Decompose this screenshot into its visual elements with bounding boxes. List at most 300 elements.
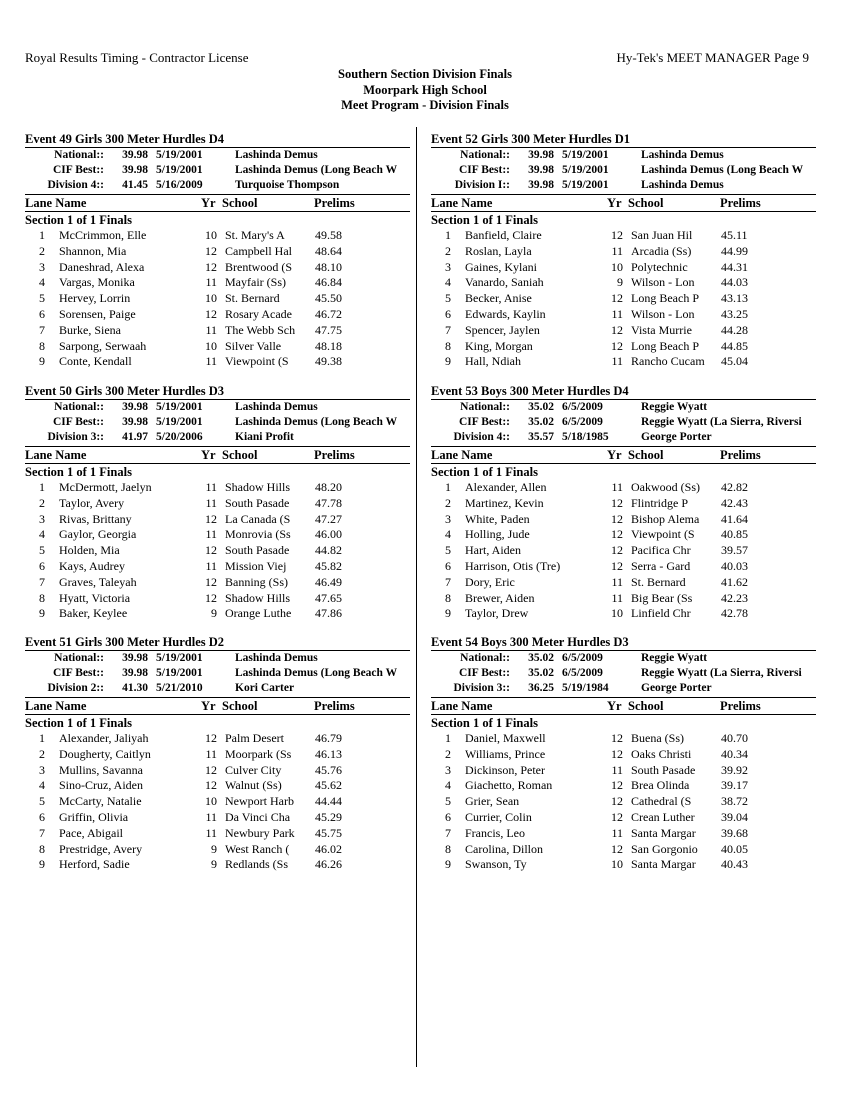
entry-school: Oakwood (Ss) [631, 480, 700, 494]
entry-name: McDermott, Jaelyn [59, 480, 152, 494]
entry-lane: 2 [445, 495, 451, 510]
entry-yr: 12 [611, 511, 623, 526]
entry-row [25, 591, 410, 607]
entry-lane: 5 [39, 543, 45, 558]
entry-yr: 10 [205, 291, 217, 306]
event-block [431, 383, 816, 622]
entry-row [25, 496, 410, 512]
entry-name: Sarpong, Serwaah [59, 338, 147, 353]
entry-name: Currier, Colin [465, 809, 532, 824]
record-label: Division 4:: [47, 179, 104, 191]
entry-name: Prestridge, Avery [59, 841, 143, 856]
record-time: 39.98 [528, 149, 554, 161]
entry-name: Becker, Anise [465, 291, 532, 306]
event-title: Event 51 Girls 300 Meter Hurdles D2 [25, 634, 410, 651]
entry-yr: 11 [205, 480, 217, 494]
record-row [431, 163, 816, 178]
entry-school: St. Mary's A [225, 228, 285, 242]
entry-name: Williams, Prince [465, 746, 546, 761]
record-time: 41.45 [122, 179, 148, 191]
record-label: National:: [54, 652, 104, 664]
entry-prelims: 40.70 [721, 731, 748, 745]
entry-prelims: 47.65 [315, 590, 342, 605]
entry-name: Hervey, Lorrin [59, 291, 131, 306]
column-prelims: Prelims [720, 196, 761, 210]
record-holder: Lashinda Demus (Long Beach W [235, 164, 398, 176]
entry-prelims: 39.92 [721, 762, 748, 777]
entry-name: Sorensen, Paige [59, 306, 136, 321]
entry-lane: 5 [39, 291, 45, 306]
entry-school: Flintridge P [631, 495, 689, 510]
column-header [25, 447, 410, 464]
entry-row [431, 591, 816, 607]
entry-yr: 12 [205, 762, 217, 777]
event-title: Event 52 Girls 300 Meter Hurdles D1 [431, 131, 816, 148]
entry-school: Orange Luthe [225, 606, 292, 621]
entry-row [431, 794, 816, 810]
entry-row [25, 275, 410, 291]
event-block [25, 383, 410, 622]
entry-prelims: 48.64 [315, 243, 342, 258]
record-time: 39.98 [528, 164, 554, 176]
entry-yr: 12 [611, 841, 623, 856]
entry-school: South Pasade [225, 495, 290, 510]
record-date: 5/19/2001 [562, 164, 609, 176]
record-row [431, 681, 816, 696]
column-yr: Yr [607, 448, 622, 462]
entry-prelims: 47.27 [315, 511, 342, 526]
entry-prelims: 43.13 [721, 291, 748, 306]
record-time: 35.02 [528, 416, 554, 428]
entry-prelims: 40.34 [721, 746, 748, 761]
record-holder: Lashinda Demus [641, 149, 724, 161]
entry-lane: 7 [39, 574, 45, 589]
record-row [431, 430, 816, 445]
record-time: 39.98 [122, 667, 148, 679]
column-school: School [628, 196, 664, 210]
record-label: CIF Best:: [53, 164, 104, 176]
entry-prelims: 46.49 [315, 574, 342, 589]
entry-yr: 12 [611, 794, 623, 809]
entry-name: Spencer, Jaylen [465, 322, 540, 337]
entry-prelims: 49.58 [315, 228, 342, 242]
record-date: 5/19/1984 [562, 682, 609, 694]
entry-lane: 8 [445, 338, 451, 353]
entry-school: Long Beach P [631, 291, 699, 306]
entry-school: Da Vinci Cha [225, 809, 291, 824]
entry-prelims: 44.99 [721, 243, 748, 258]
entry-prelims: 45.82 [315, 558, 342, 573]
record-label: Division 3:: [47, 431, 104, 443]
column-school: School [628, 699, 664, 713]
entry-name: Sino-Cruz, Aiden [59, 778, 143, 793]
entry-prelims: 46.79 [315, 731, 342, 745]
entry-yr: 11 [205, 558, 217, 573]
entry-lane: 9 [39, 354, 45, 369]
entry-lane: 1 [39, 228, 45, 242]
entry-name: Roslan, Layla [465, 243, 532, 258]
section-heading: Section 1 of 1 Finals [431, 716, 538, 730]
column-lane-name: Lane Name [431, 196, 493, 210]
entry-yr: 9 [211, 606, 217, 621]
entry-lane: 3 [445, 259, 451, 274]
record-date: 5/19/2001 [562, 149, 609, 161]
entry-yr: 10 [611, 857, 623, 872]
entry-prelims: 46.26 [315, 857, 342, 872]
entry-row [431, 857, 816, 873]
entry-prelims: 39.04 [721, 809, 748, 824]
header-right-text: Hy-Tek's MEET MANAGER Page 9 [616, 50, 809, 65]
entry-school: Linfield Chr [631, 606, 691, 621]
record-time: 35.02 [528, 652, 554, 664]
entry-school: Cathedral (S [631, 794, 692, 809]
column-prelims: Prelims [314, 196, 355, 210]
entry-school: Big Bear (Ss [631, 590, 693, 605]
entry-school: Arcadia (Ss) [631, 243, 692, 258]
entry-prelims: 40.85 [721, 527, 748, 542]
entry-row [25, 747, 410, 763]
entry-yr: 10 [205, 794, 217, 809]
entry-school: Newport Harb [225, 794, 294, 809]
entry-school: Shadow Hills [225, 480, 291, 494]
entry-school: Campbell Hal [225, 243, 292, 258]
column-prelims: Prelims [314, 448, 355, 462]
entry-name: Francis, Leo [465, 825, 525, 840]
record-date: 5/16/2009 [156, 179, 203, 191]
records-block [431, 400, 816, 447]
entry-name: Hart, Aiden [465, 543, 521, 558]
entry-lane: 9 [445, 606, 451, 621]
entry-name: Carolina, Dillon [465, 841, 543, 856]
record-time: 41.30 [122, 682, 148, 694]
entry-name: Brewer, Aiden [465, 590, 535, 605]
entry-lane: 1 [445, 731, 451, 745]
record-label: National:: [54, 149, 104, 161]
record-holder: Lashinda Demus [235, 149, 318, 161]
entry-prelims: 45.11 [721, 228, 748, 242]
entry-yr: 10 [205, 338, 217, 353]
entry-school: Viewpoint (S [631, 527, 695, 542]
entry-name: Shannon, Mia [59, 243, 127, 258]
entry-prelims: 44.85 [721, 338, 748, 353]
entry-prelims: 48.20 [315, 480, 342, 494]
entry-name: Holling, Jude [465, 527, 530, 542]
entry-name: Burke, Siena [59, 322, 121, 337]
entry-lane: 4 [39, 527, 45, 542]
column-prelims: Prelims [314, 699, 355, 713]
event-block [25, 131, 410, 370]
records-block [25, 651, 410, 698]
entry-yr: 11 [611, 306, 623, 321]
entry-lane: 7 [445, 574, 451, 589]
record-time: 35.02 [528, 401, 554, 413]
entry-yr: 11 [205, 825, 217, 840]
entry-school: La Canada (S [225, 511, 291, 526]
section-heading: Section 1 of 1 Finals [25, 716, 132, 730]
column-school: School [222, 699, 258, 713]
entry-row [25, 857, 410, 873]
entry-row [25, 307, 410, 323]
entry-lane: 8 [445, 590, 451, 605]
entry-prelims: 40.03 [721, 558, 748, 573]
record-holder: Kiani Profit [235, 431, 294, 443]
entry-prelims: 45.75 [315, 825, 342, 840]
entry-school: Crean Luther [631, 809, 695, 824]
entry-prelims: 45.29 [315, 809, 342, 824]
entry-school: Santa Margar [631, 857, 696, 872]
entry-row [431, 559, 816, 575]
column-lane-name: Lane Name [25, 699, 87, 713]
entry-name: McCrimmon, Elle [59, 228, 147, 242]
entry-name: Dougherty, Caitlyn [59, 746, 151, 761]
record-label: Division 3:: [453, 682, 510, 694]
entry-yr: 12 [611, 338, 623, 353]
column-header [25, 698, 410, 715]
entry-yr: 12 [611, 558, 623, 573]
entry-lane: 6 [39, 558, 45, 573]
entry-school: St. Bernard [631, 574, 686, 589]
entry-row [431, 339, 816, 355]
entry-lane: 8 [445, 841, 451, 856]
entry-row [431, 747, 816, 763]
entry-row [431, 260, 816, 276]
record-row [25, 651, 410, 666]
entry-school: San Juan Hil [631, 228, 693, 242]
entry-name: Hall, Ndiah [465, 354, 521, 369]
entry-lane: 2 [445, 746, 451, 761]
section-heading: Section 1 of 1 Finals [431, 213, 538, 227]
record-date: 5/18/1985 [562, 431, 609, 443]
entry-prelims: 39.68 [721, 825, 748, 840]
entry-lane: 6 [445, 558, 451, 573]
record-label: CIF Best:: [459, 667, 510, 679]
entry-yr: 12 [611, 778, 623, 793]
entry-name: Martinez, Kevin [465, 495, 544, 510]
entry-prelims: 38.72 [721, 794, 748, 809]
record-date: 5/19/2001 [156, 401, 203, 413]
entry-row [25, 260, 410, 276]
entry-yr: 12 [611, 746, 623, 761]
record-time: 39.98 [122, 149, 148, 161]
entry-school: Viewpoint (S [225, 354, 289, 369]
record-date: 5/19/2001 [156, 667, 203, 679]
entry-school: Redlands (Ss [225, 857, 288, 872]
entry-row [431, 778, 816, 794]
record-row [25, 415, 410, 430]
record-row [431, 415, 816, 430]
column-yr: Yr [607, 699, 622, 713]
entry-row [431, 842, 816, 858]
entry-row [25, 354, 410, 370]
entry-prelims: 46.72 [315, 306, 342, 321]
record-holder: Lashinda Demus [235, 401, 318, 413]
record-row [25, 681, 410, 696]
entry-lane: 1 [39, 731, 45, 745]
record-row [25, 430, 410, 445]
entry-school: Mayfair (Ss) [225, 275, 286, 290]
entry-name: Herford, Sadie [59, 857, 130, 872]
entry-name: Griffin, Olivia [59, 809, 129, 824]
column-lane-name: Lane Name [431, 699, 493, 713]
event-title: Event 49 Girls 300 Meter Hurdles D4 [25, 131, 410, 148]
entry-row [25, 826, 410, 842]
entry-yr: 11 [611, 354, 623, 369]
entry-row [431, 543, 816, 559]
record-holder: Lashinda Demus (Long Beach W [235, 416, 398, 428]
entry-lane: 2 [39, 746, 45, 761]
entry-row [431, 354, 816, 370]
entry-row [25, 527, 410, 543]
entry-prelims: 45.50 [315, 291, 342, 306]
entry-school: Polytechnic [631, 259, 688, 274]
entry-name: Banfield, Claire [465, 228, 542, 242]
entry-prelims: 47.78 [315, 495, 342, 510]
entry-lane: 7 [445, 825, 451, 840]
entry-yr: 10 [611, 259, 623, 274]
entry-yr: 11 [205, 322, 217, 337]
meet-title: Southern Section Division Finals [338, 67, 512, 81]
record-label: National:: [460, 652, 510, 664]
record-row [431, 178, 816, 193]
record-holder: Turquoise Thompson [235, 179, 340, 191]
entry-lane: 5 [445, 291, 451, 306]
entry-name: Taylor, Avery [59, 495, 125, 510]
entry-name: Dory, Eric [465, 574, 515, 589]
record-time: 39.98 [122, 652, 148, 664]
entry-school: Silver Valle [225, 338, 282, 353]
column-lane-name: Lane Name [431, 448, 493, 462]
entry-lane: 4 [445, 527, 451, 542]
entry-name: Edwards, Kaylin [465, 306, 546, 321]
entry-prelims: 46.13 [315, 746, 342, 761]
entry-prelims: 41.64 [721, 511, 748, 526]
event-block [431, 131, 816, 370]
entry-name: Vargas, Monika [59, 275, 135, 290]
entry-name: McCarty, Natalie [59, 794, 142, 809]
entry-lane: 4 [39, 778, 45, 793]
entry-lane: 9 [445, 857, 451, 872]
entry-school: Monrovia (Ss [225, 527, 291, 542]
record-date: 6/5/2009 [562, 401, 603, 413]
record-date: 6/5/2009 [562, 667, 603, 679]
entry-name: Vanardo, Saniah [465, 275, 544, 290]
entry-yr: 12 [205, 778, 217, 793]
column-lane-name: Lane Name [25, 196, 87, 210]
record-date: 5/19/2001 [562, 179, 609, 191]
event-block [25, 634, 410, 873]
entry-school: Brentwood (S [225, 259, 292, 274]
section-heading: Section 1 of 1 Finals [431, 465, 538, 479]
entry-school: Bishop Alema [631, 511, 700, 526]
entry-name: Swanson, Ty [465, 857, 527, 872]
entry-yr: 12 [611, 809, 623, 824]
entry-name: Kays, Audrey [59, 558, 125, 573]
entry-prelims: 42.23 [721, 590, 748, 605]
entry-row [25, 323, 410, 339]
entry-prelims: 47.86 [315, 606, 342, 621]
entry-prelims: 42.43 [721, 495, 748, 510]
entry-row [431, 323, 816, 339]
entry-name: Pace, Abigail [59, 825, 123, 840]
meet-titles [0, 67, 850, 114]
entry-lane: 1 [39, 480, 45, 494]
record-row [25, 163, 410, 178]
entry-prelims: 45.62 [315, 778, 342, 793]
meet-subtitle: Meet Program - Division Finals [341, 98, 509, 112]
entry-school: St. Bernard [225, 291, 280, 306]
entry-row [431, 307, 816, 323]
entry-lane: 3 [39, 762, 45, 777]
entry-prelims: 48.10 [315, 259, 342, 274]
entry-lane: 1 [445, 480, 451, 494]
entry-prelims: 46.00 [315, 527, 342, 542]
entry-yr: 11 [205, 746, 217, 761]
entry-lane: 8 [39, 590, 45, 605]
record-date: 5/21/2010 [156, 682, 203, 694]
record-holder: George Porter [641, 431, 712, 443]
record-time: 36.25 [528, 682, 554, 694]
record-label: Division I:: [454, 179, 510, 191]
entry-row [431, 275, 816, 291]
record-time: 39.98 [122, 401, 148, 413]
column-header [431, 195, 816, 212]
entry-row [25, 244, 410, 260]
section-heading: Section 1 of 1 Finals [25, 465, 132, 479]
entry-lane: 3 [445, 762, 451, 777]
record-label: CIF Best:: [459, 164, 510, 176]
entry-row [25, 810, 410, 826]
record-holder: Reggie Wyatt (La Sierra, Riversi [641, 416, 802, 428]
entry-yr: 9 [211, 857, 217, 872]
entry-lane: 2 [39, 243, 45, 258]
entry-row [25, 228, 410, 244]
record-label: CIF Best:: [53, 667, 104, 679]
entry-yr: 11 [611, 480, 623, 494]
entry-row [431, 228, 816, 244]
entry-yr: 11 [205, 275, 217, 290]
entry-row [25, 606, 410, 622]
entry-school: The Webb Sch [225, 322, 296, 337]
entry-row [431, 244, 816, 260]
entry-lane: 5 [39, 794, 45, 809]
event-block [431, 634, 816, 873]
record-holder: Reggie Wyatt [641, 401, 708, 413]
entry-yr: 11 [611, 825, 623, 840]
record-holder: Reggie Wyatt [641, 652, 708, 664]
entry-yr: 12 [611, 291, 623, 306]
entry-prelims: 42.82 [721, 480, 748, 494]
entry-prelims: 44.82 [315, 543, 342, 558]
entry-row [25, 731, 410, 747]
record-time: 39.98 [122, 164, 148, 176]
record-label: CIF Best:: [53, 416, 104, 428]
entry-name: Alexander, Allen [465, 480, 547, 494]
entry-lane: 9 [39, 606, 45, 621]
record-holder: Kori Carter [235, 682, 295, 694]
entry-row [25, 842, 410, 858]
entry-name: Daniel, Maxwell [465, 731, 546, 745]
entry-yr: 10 [205, 228, 217, 242]
record-date: 6/5/2009 [562, 652, 603, 664]
entry-row [25, 763, 410, 779]
entry-lane: 8 [39, 841, 45, 856]
entry-school: Buena (Ss) [631, 731, 684, 745]
column-school: School [628, 448, 664, 462]
entry-row [431, 291, 816, 307]
entry-name: Conte, Kendall [59, 354, 132, 369]
entry-lane: 4 [445, 778, 451, 793]
entry-lane: 2 [39, 495, 45, 510]
